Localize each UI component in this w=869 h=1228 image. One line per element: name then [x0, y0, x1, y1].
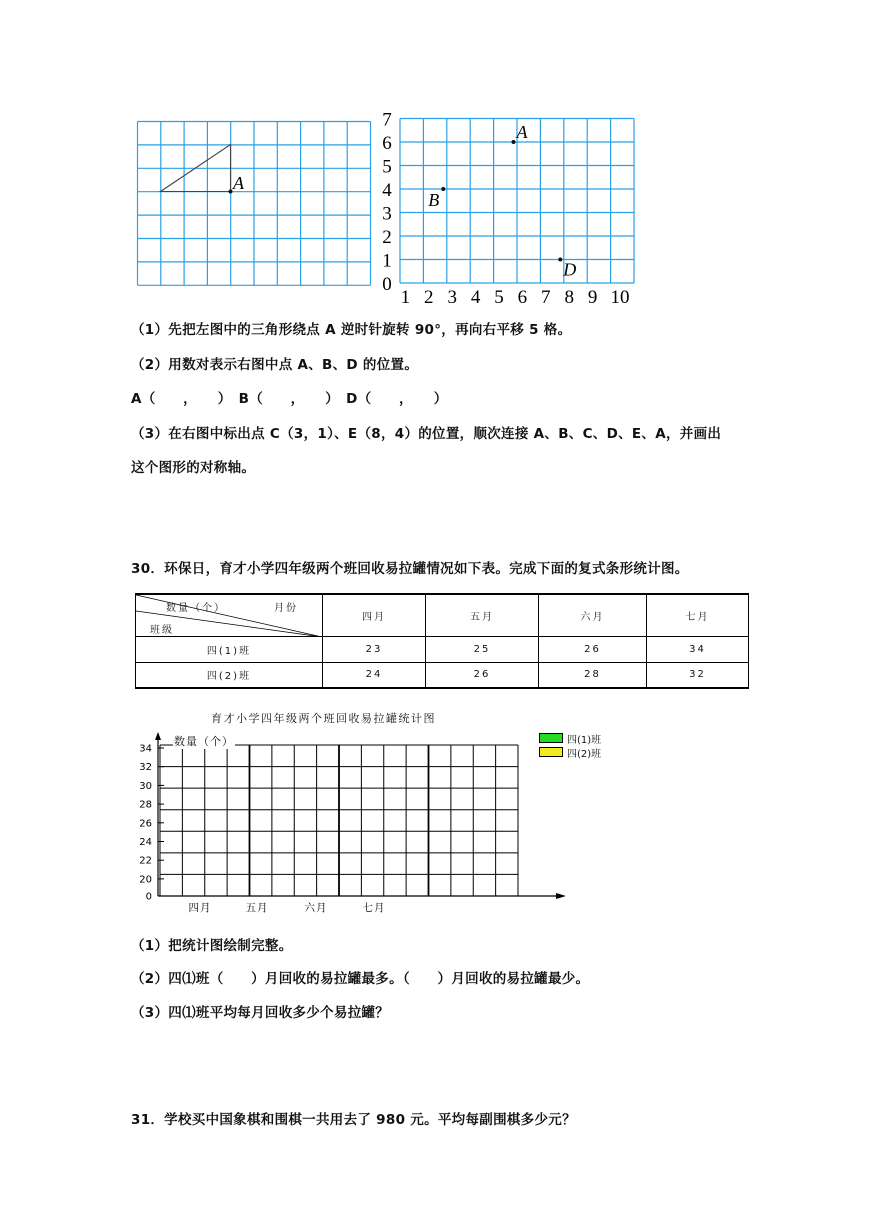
chart-y-tick: 24 [139, 837, 152, 848]
table-header-month: 四月 [323, 594, 426, 636]
legend-swatch-class2 [539, 747, 563, 757]
y-tick-label: 3 [382, 203, 392, 225]
x-tick-label: 4 [470, 287, 481, 308]
x-tick-label: 7 [541, 287, 551, 308]
y-tick-label: 7 [382, 109, 392, 131]
bar-chart [120, 728, 580, 920]
chart-x-label: 七月 [362, 902, 386, 914]
q29-line-1: （1）先把左图中的三角形绕点 A 逆时针旋转 90°，再向右平移 5 格。 [131, 322, 572, 338]
table-cell: 26 [539, 636, 647, 662]
y-tick-label: 4 [382, 180, 392, 201]
data-table [135, 593, 749, 689]
chart-y-tick: 28 [139, 799, 152, 811]
corner-class: 班级 [150, 625, 174, 636]
chart-y-tick: 0 [145, 891, 152, 903]
table-cell: 26 [426, 662, 539, 688]
point-a-dot [229, 190, 233, 194]
chart-x-label: 六月 [304, 902, 328, 914]
x-tick-label: 2 [424, 287, 434, 308]
chart-y-tick: 22 [139, 855, 152, 867]
corner-quantity: 数量（个） [166, 603, 226, 614]
table-cell: 32 [647, 662, 749, 688]
chart-y-tick: 32 [139, 762, 152, 774]
legend-swatch-class1 [539, 733, 563, 743]
x-tick-label: 10 [610, 287, 630, 308]
table-header-month: 五月 [426, 594, 539, 636]
x-tick-label: 5 [494, 287, 504, 308]
q29-line-5: 这个图形的对称轴。 [131, 460, 256, 476]
chart-y-axis-label: 数量（个） [174, 735, 234, 748]
y-tick-label: 2 [382, 227, 392, 248]
chart-x-label: 四月 [188, 902, 212, 914]
y-tick-label: 5 [382, 156, 392, 178]
table-cell: 24 [323, 662, 426, 688]
y-tick-label: 1 [382, 250, 392, 272]
chart-y-tick: 20 [139, 874, 152, 886]
table-row-name: 四(2)班 [136, 662, 323, 688]
right-coordinate-grid [372, 104, 662, 310]
table-header-month: 六月 [539, 594, 647, 636]
q30-sub-3: （3）四⑴班平均每月回收多少个易拉罐？ [131, 1005, 390, 1021]
table-row-name: 四(1)班 [136, 636, 323, 662]
table-cell: 25 [426, 636, 539, 662]
q29-line-3: A（ ， ） B（ ， ） D（ ， ） [131, 391, 448, 407]
x-tick-label: 6 [517, 287, 528, 308]
point-label: D [563, 259, 577, 280]
x-tick-label: 3 [447, 287, 457, 308]
point-dot [441, 187, 445, 191]
chart-title: 育才小学四年级两个班回收易拉罐统计图 [211, 712, 436, 725]
corner-month: 月份 [274, 603, 298, 614]
legend-label-class1: 四(1)班 [567, 735, 602, 746]
point-dot [511, 140, 515, 144]
q30-title: 30．环保日，育才小学四年级两个班回收易拉罐情况如下表。完成下面的复式条形统计图。 [131, 561, 689, 577]
q30-sub-1: （1）把统计图绘制完整。 [131, 938, 293, 954]
table-cell: 34 [647, 636, 749, 662]
q29-line-4: （3）在右图中标出点 C（3，1）、E（8，4）的位置，顺次连接 A、B、C、D、E、A，并画出 [131, 426, 722, 442]
chart-y-tick: 26 [139, 818, 152, 830]
point-label: A [516, 122, 528, 142]
y-axis-arrow [155, 732, 161, 740]
point-dot [558, 258, 562, 262]
q30-sub-2: （2）四⑴班（ ）月回收的易拉罐最多。（ ）月回收的易拉罐最少。 [131, 971, 590, 987]
x-tick-label: 8 [564, 287, 574, 308]
q31-text: 31．学校买中国象棋和围棋一共用去了 980 元。平均每副围棋多少元？ [131, 1112, 576, 1128]
legend-label-class2: 四(2)班 [567, 749, 602, 760]
table-header-month: 七月 [647, 594, 749, 636]
chart-y-tick: 34 [139, 743, 152, 755]
q29-line-2: （2）用数对表示右图中点 A、B、D 的位置。 [131, 357, 419, 373]
table-corner [136, 594, 323, 636]
chart-x-label: 五月 [245, 902, 269, 914]
left-grid-figure [136, 118, 372, 290]
point-a-label: A [233, 173, 244, 193]
x-axis-arrow [556, 893, 566, 899]
y-tick-label: 6 [382, 133, 392, 154]
table-cell: 28 [539, 662, 647, 688]
point-label: B [428, 190, 440, 210]
x-tick-label: 1 [400, 287, 411, 308]
y-tick-label: 0 [382, 274, 392, 295]
chart-y-tick: 30 [139, 780, 152, 792]
x-tick-label: 9 [587, 287, 598, 308]
table-cell: 23 [323, 636, 426, 662]
